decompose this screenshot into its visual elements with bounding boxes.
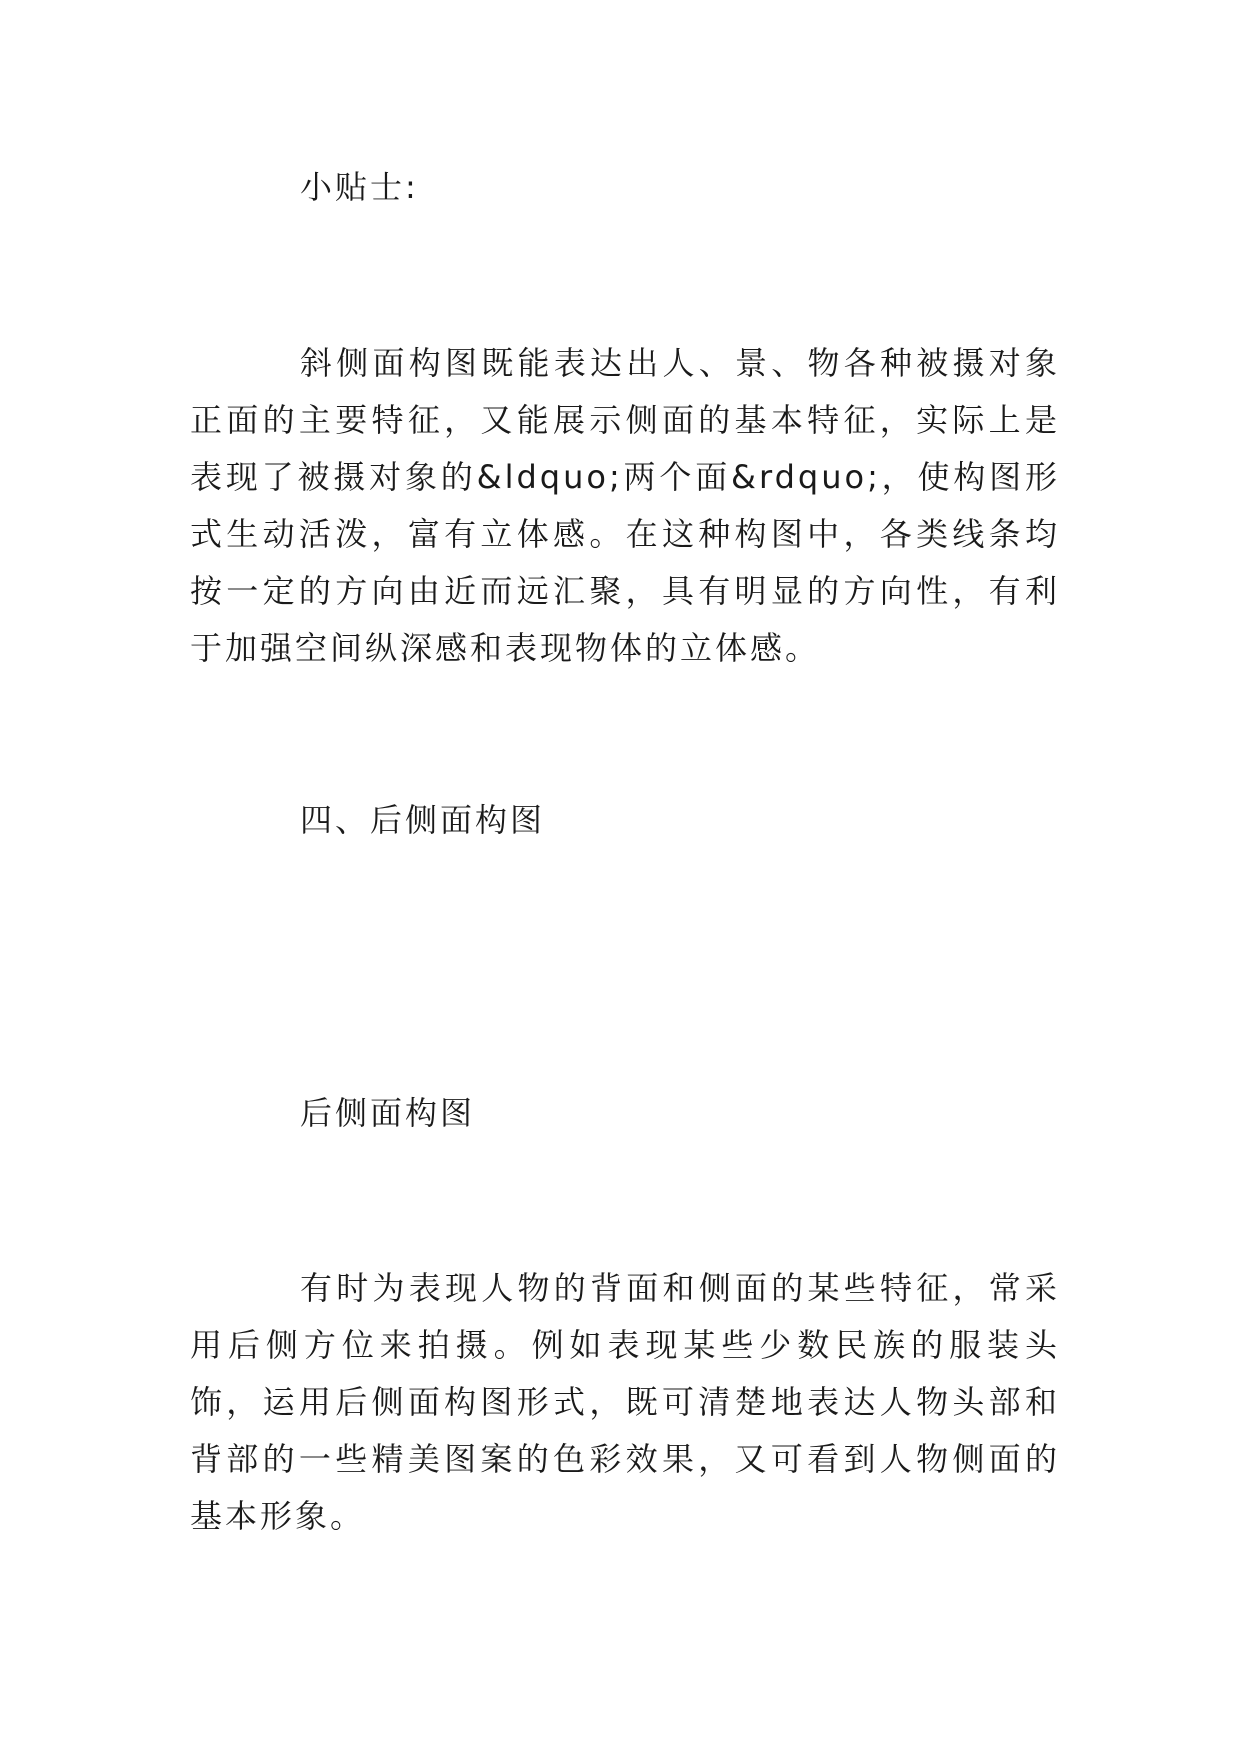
tip-label: 小贴士: [300,168,419,206]
figure-caption: 后侧面构图 [300,1094,476,1132]
paragraph-oblique-side-composition: 斜侧面构图既能表达出人、景、物各种被摄对象正面的主要特征，又能展示侧面的基本特征，实际上是表现了被摄对象的&ldquo;两个面&rdquo;，使构图形式生动活泼，富有立体感。在这种构图中，各类线条均按一定的方向由近而远汇聚，具有明显的方向性，有利于加强空间纵深感和表现物体的立体感。 [190,344,1060,667]
paragraph-rear-side-composition: 有时为表现人物的背面和侧面的某些特征，常采用后侧方位来拍摄。例如表现某些少数民族的服装头饰，运用后侧面构图形式，既可清楚地表达人物头部和背部的一些精美图案的色彩效果，又可看到人物侧面的基本形象。 [190,1269,1060,1535]
section-heading: 四、后侧面构图 [300,801,546,839]
